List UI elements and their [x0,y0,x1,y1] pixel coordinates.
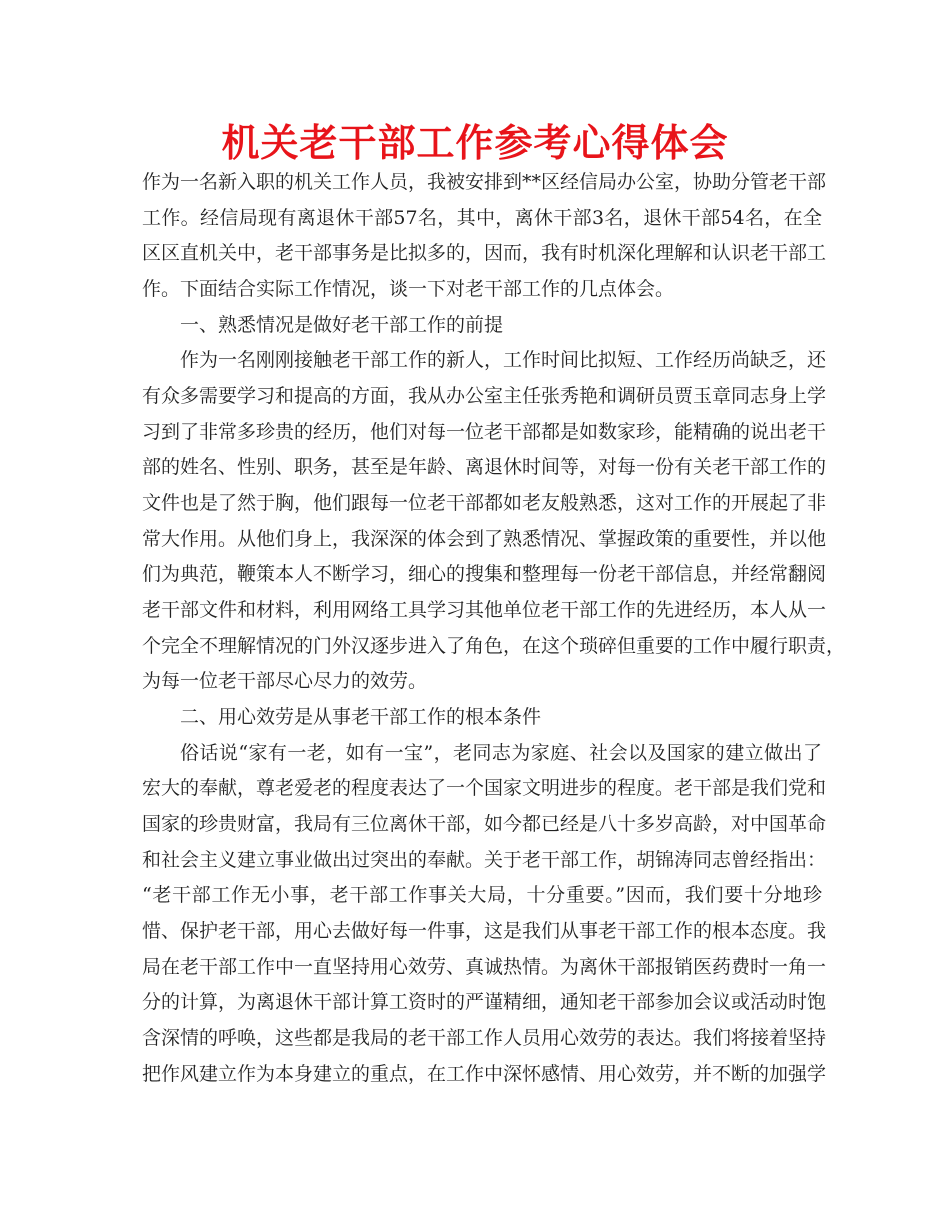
paragraph-line: 局在老干部工作中一直坚持用心效劳、真诚热情。为离休干部报销医药费时一角一 [142,956,827,978]
paragraph-line: 为每一位老干部尽心尽力的效劳。 [142,670,428,692]
paragraph-line: 俗话说“家有一老，如有一宝”，老同志为家庭、社会以及国家的建立做出了 [180,742,822,764]
paragraph-line: 工作。经信局现有离退休干部57名，其中，离休干部3名，退休干部54名，在全 [142,207,822,229]
paragraph-line: 区区直机关中，老干部事务是比拟多的，因而，我有时机深化理解和认识老干部工 [142,242,827,264]
paragraph-line: 老干部文件和材料，利用网络工具学习其他单位老干部工作的先进经历，本人从一 [142,599,827,621]
paragraph-line: 习到了非常多珍贵的经历，他们对每一位老干部都是如数家珍，能精确的说出老干 [142,421,827,443]
paragraph-line: 个完全不理解情况的门外汉逐步进入了角色，在这个琐碎但重要的工作中履行职责， [142,635,846,657]
paragraph-line: 惜、保护老干部，用心去做好每一件事，这是我们从事老干部工作的根本态度。我 [142,920,827,942]
paragraph-line: 们为典范，鞭策本人不断学习，细心的搜集和整理每一份老干部信息，并经常翻阅 [142,563,827,585]
paragraph-line: 作为一名刚刚接触老干部工作的新人，工作时间比拟短、工作经历尚缺乏，还 [180,349,827,371]
paragraph-line: 作。下面结合实际工作情况，谈一下对老干部工作的几点体会。 [142,278,675,300]
paragraph-line: 和社会主义建立事业做出过突出的奉献。关于老干部工作，胡锦涛同志曾经指出： [142,849,827,871]
section-heading: 二、用心效劳是从事老干部工作的根本条件 [180,706,542,728]
paragraph-line: 文件也是了然于胸，他们跟每一位老干部都如老友般熟悉，这对工作的开展起了非 [142,492,827,514]
paragraph-line: 有众多需要学习和提高的方面，我从办公室主任张秀艳和调研员贾玉章同志身上学 [142,385,827,407]
paragraph-line: “老干部工作无小事，老干部工作事关大局，十分重要。”因而，我们要十分地珍 [142,884,822,906]
paragraph-line: 作为一名新入职的机关工作人员，我被安排到**区经信局办公室，协助分管老干部 [142,171,827,193]
paragraph-line: 把作风建立作为本身建立的重点，在工作中深怀感情、用心效劳，并不断的加强学 [142,1063,827,1085]
paragraph-line: 常大作用。从他们身上，我深深的体会到了熟悉情况、掌握政策的重要性，并以他 [142,528,827,550]
section-heading: 一、熟悉情况是做好老干部工作的前提 [180,314,504,336]
paragraph-line: 部的姓名、性别、职务，甚至是年龄、离退休时间等，对每一份有关老干部工作的 [142,456,827,478]
paragraph-line: 国家的珍贵财富，我局有三位离休干部，如今都已经是八十多岁高龄，对中国革命 [142,813,827,835]
paragraph-line: 含深情的呼唤，这些都是我局的老干部工作人员用心效劳的表达。我们将接着坚持 [142,1027,827,1049]
document-title: 机关老干部工作参考心得体会 [221,121,729,165]
paragraph-line: 分的计算，为离退休干部计算工资时的严谨精细，通知老干部参加会议或活动时饱 [142,991,827,1013]
paragraph-line: 宏大的奉献，尊老爱老的程度表达了一个国家文明进步的程度。老干部是我们党和 [142,777,827,799]
